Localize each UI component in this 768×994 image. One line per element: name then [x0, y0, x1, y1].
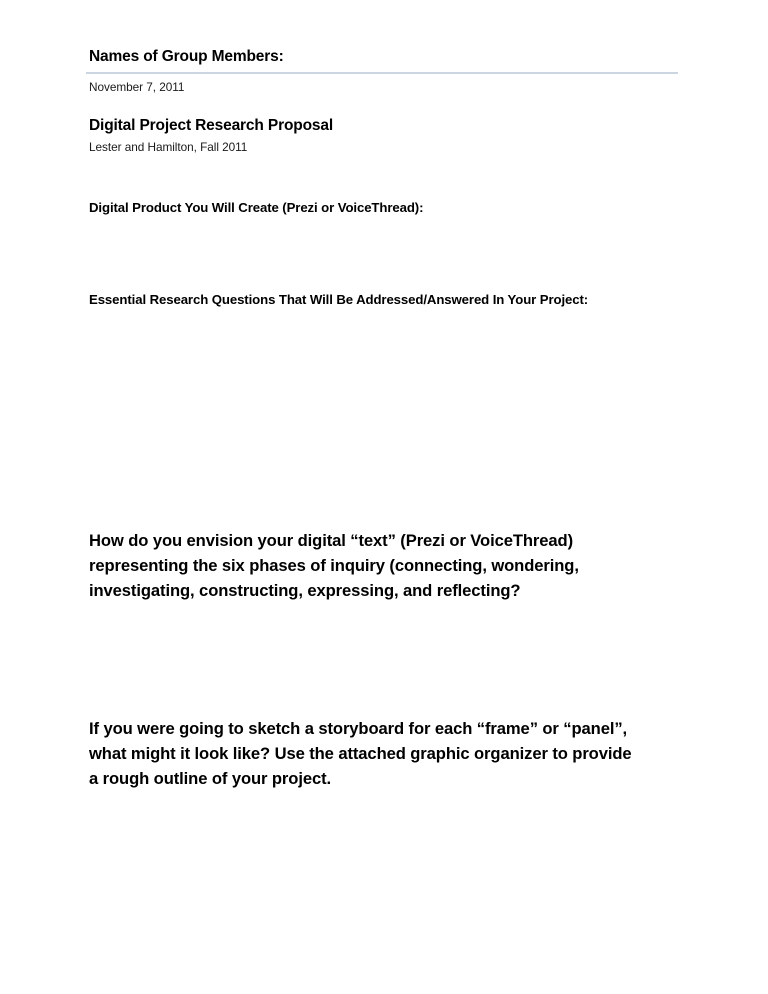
prompt-inquiry-phases-line-2: representing the six phases of inquiry (connecting, wondering, — [89, 556, 579, 575]
answer-space-inquiry-phases[interactable] — [89, 608, 681, 708]
answer-space-research-questions[interactable] — [89, 316, 681, 516]
prompt-inquiry-phases-line-3: investigating, constructing, expressing, and reflecting? — [89, 581, 521, 600]
section-research-questions — [89, 291, 689, 309]
header-divider-rule — [86, 72, 678, 74]
group-members-section — [89, 46, 681, 67]
prompt-storyboard — [89, 716, 684, 791]
date-section — [89, 79, 681, 95]
page-title: Digital Project Research Proposal — [89, 117, 333, 134]
prompt-inquiry-phases — [89, 528, 681, 603]
document-date: November 7, 2011 — [89, 80, 185, 94]
prompt-inquiry-phases-line-1: How do you envision your digital “text” (Prezi or VoiceThread) — [89, 531, 573, 550]
group-members-heading: Names of Group Members: — [89, 48, 284, 65]
prompt-storyboard-line-3: a rough outline of your project. — [89, 769, 332, 788]
document-title-section — [89, 115, 681, 136]
byline-section — [89, 139, 681, 155]
prompt-storyboard-line-2: what might it look like? Use the attached graphic organizer to provide — [89, 744, 632, 763]
answer-space-storyboard[interactable] — [89, 796, 681, 966]
section-heading-research-questions: Essential Research Questions That Will Be Addressed/Answered In Your Project: — [89, 292, 589, 307]
author-byline: Lester and Hamilton, Fall 2011 — [89, 140, 248, 154]
section-digital-product — [89, 199, 689, 217]
answer-space-digital-product[interactable] — [89, 224, 681, 284]
section-heading-digital-product: Digital Product You Will Create (Prezi or VoiceThread): — [89, 200, 424, 215]
prompt-storyboard-line-1: If you were going to sketch a storyboard for each “frame” or “panel”, — [89, 719, 628, 738]
